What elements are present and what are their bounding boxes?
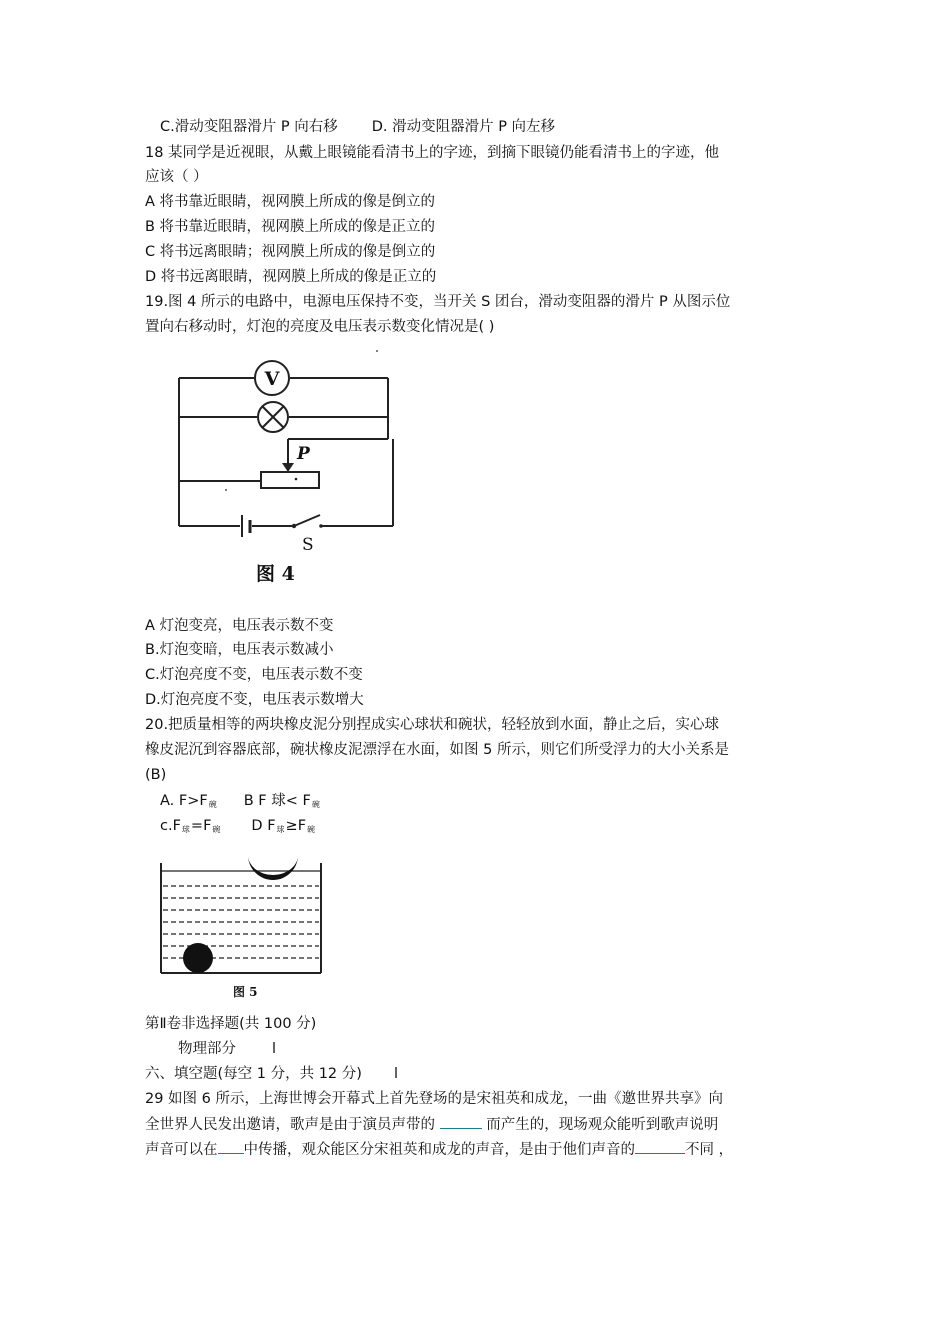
figure-4-circuit — [160, 345, 420, 595]
q29-blank-2[interactable] — [218, 1139, 244, 1154]
voltmeter-label: V — [264, 368, 280, 390]
q20-stem-line2: 橡皮泥沉到容器底部，碗状橡皮泥漂浮在水面，如图 5 所示，则它们所受浮力的大小关系是 — [145, 742, 729, 758]
q29-blank-3[interactable] — [635, 1139, 685, 1154]
sec6-title: 六、填空题(每空 1 分，共 12 分) — [145, 1066, 362, 1082]
q18-option-b: B 将书靠近眼睛，视网膜上所成的像是正立的 — [145, 219, 436, 235]
q20-options-ab — [160, 791, 321, 815]
q19-option-b: B.灯泡变暗，电压表示数减小 — [145, 642, 334, 658]
q19-option-d: D.灯泡亮度不变，电压表示数增大 — [145, 692, 364, 708]
q17-option-c: C.滑动变阻器滑片 P 向右移 — [160, 119, 338, 135]
q20-options-cd — [160, 816, 316, 840]
ball-clay-icon — [183, 943, 213, 973]
q20-option-b: B F 球< $F_碗$ — [243, 793, 320, 809]
q29-line1: 29 如图 6 所示，上海世博会开幕式上首先登场的是宋祖英和成龙，一曲《邀世界共享》向 — [145, 1091, 723, 1107]
part2-mark: l — [272, 1041, 277, 1057]
figure-5-caption: 图 5 — [233, 985, 258, 999]
q29-line2: 全世界人民发出邀请，歌声是由于演员声带的 而产生的，现场观众能听到歌声说明 — [145, 1114, 718, 1135]
part2-title: 第Ⅱ卷非选择题(共 100 分) — [145, 1016, 317, 1032]
q20-option-d: D $F_球\ge F_碗$ — [251, 818, 316, 834]
q18-option-c: C 将书远离眼睛；视网膜上所成的像是倒立的 — [145, 244, 436, 260]
slider-arrow-icon — [282, 463, 294, 472]
water-lines — [163, 886, 319, 958]
rheostat-resistor — [261, 472, 319, 488]
q19-stem-line1: 19.图 4 所示的电路中，电源电压保持不变，当开关 S 团台，滑动变阻器的滑片 P 从图示位 — [145, 294, 731, 310]
part2-subtitle: 物理部分 — [178, 1041, 236, 1057]
q29-blank-1[interactable] — [440, 1114, 482, 1129]
q18-stem-line1: 18 某同学是近视眼，从戴上眼镜能看清书上的字迹，到摘下眼镜仍能看清书上的字迹，他 — [145, 145, 720, 161]
sec6-mark: l — [393, 1066, 398, 1082]
q19-stem-line2: 置向右移动时，灯泡的亮度及电压表示数变化情况是( ) — [145, 319, 495, 335]
q20-stem-line1: 20.把质量相等的两块橡皮泥分别捏成实心球状和碗状，轻轻放到水面，静止之后，实心球 — [145, 717, 720, 733]
q19-option-a: A 灯泡变亮，电压表示数不变 — [145, 618, 334, 634]
q29-line3: 声音可以在 中传播，观众能区分宋祖英和成龙的声音，是由于他们声音的 不同 ， — [145, 1139, 733, 1160]
q18-option-a: A 将书靠近眼睛，视网膜上所成的像是倒立的 — [145, 194, 436, 210]
sec6-title-line — [145, 1064, 398, 1084]
q19-option-c: C.灯泡亮度不变，电压表示数不变 — [145, 667, 363, 683]
q20-option-c: $c.F_球=F_碗$ — [160, 818, 221, 834]
q18-stem-line2: 应该（ ） — [145, 169, 208, 185]
part2-subtitle-line — [178, 1039, 276, 1059]
q20-stem-line3: (B) — [145, 767, 167, 783]
figure-4-caption: 图 4 — [256, 563, 295, 585]
q20-option-a: A. $F>F_碗$ — [160, 793, 217, 809]
figure-5-container — [155, 855, 330, 1005]
slider-label: P — [297, 444, 310, 464]
q18-option-d: D 将书远离眼睛，视网膜上所成的像是正立的 — [145, 269, 437, 285]
bowl-clay-icon — [248, 855, 298, 880]
q17-option-cd — [160, 117, 555, 137]
switch-label: S — [302, 535, 314, 555]
q17-option-d: D. 滑动变阻器滑片 P 向左移 — [371, 119, 556, 135]
